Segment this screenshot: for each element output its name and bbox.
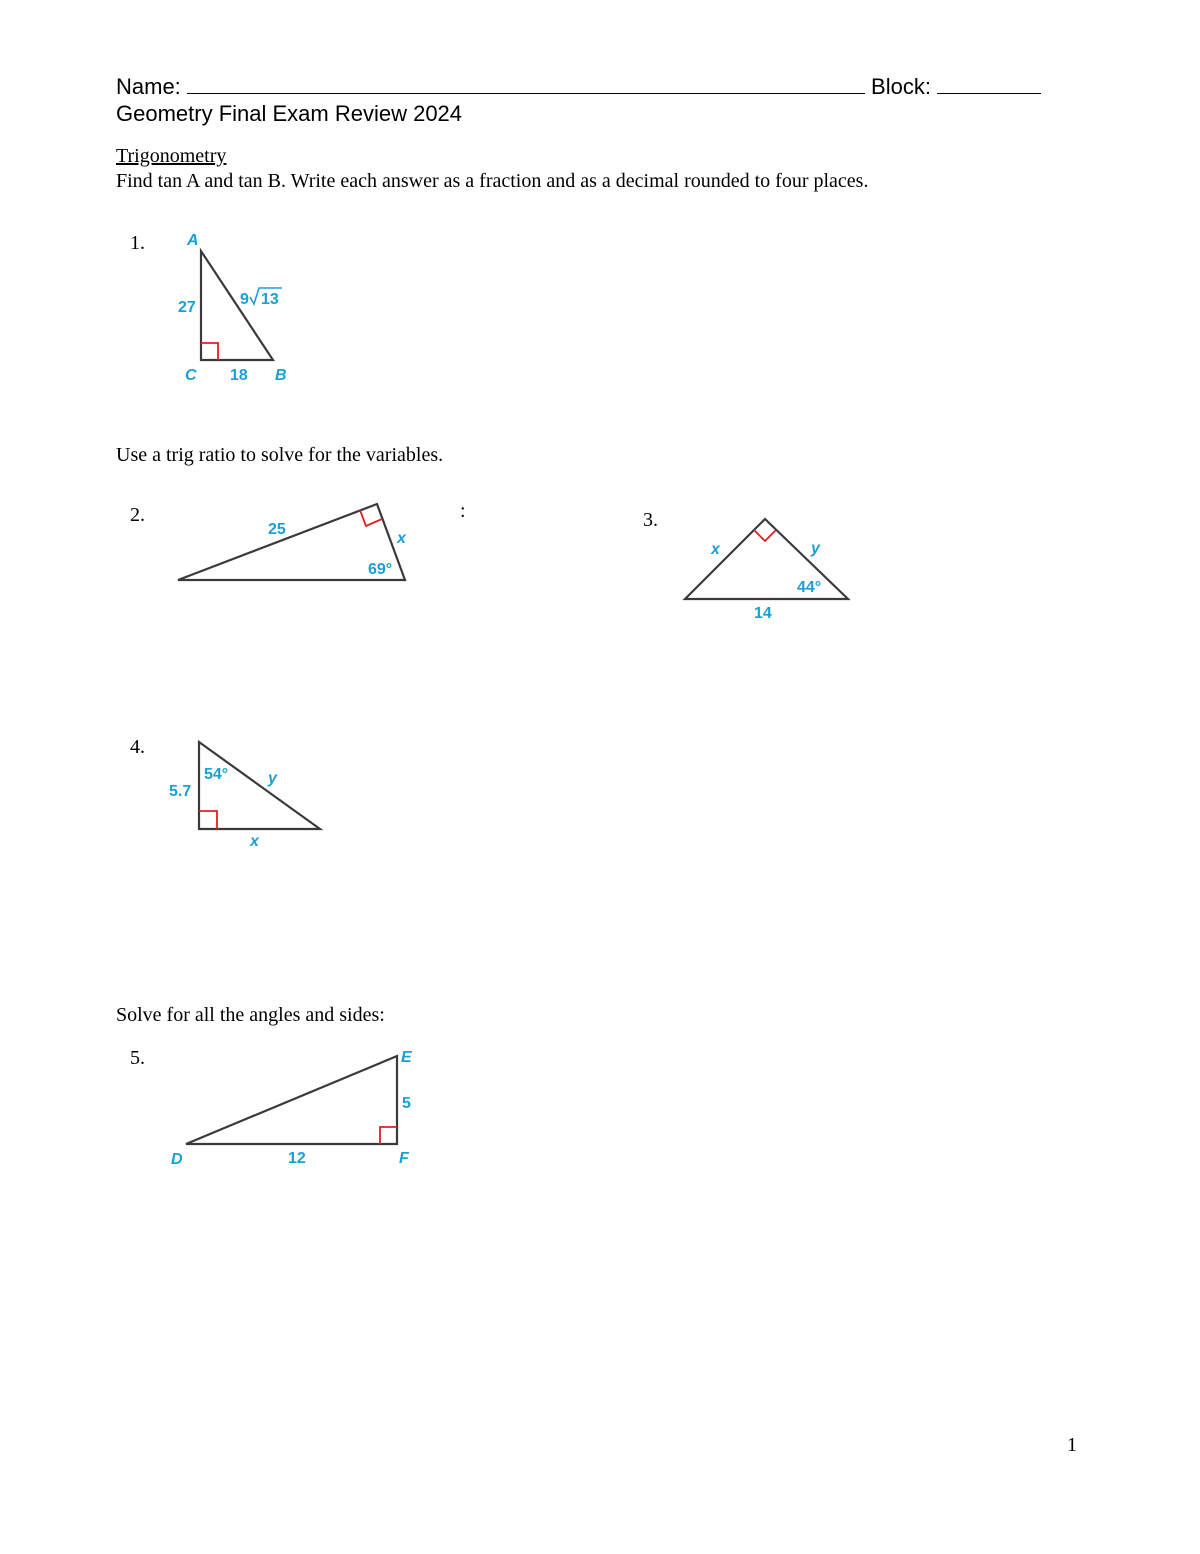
section-heading: Trigonometry	[116, 145, 227, 167]
stray-mark: :	[460, 500, 466, 522]
instruction-3: Solve for all the angles and sides:	[116, 1004, 385, 1026]
problem-3-number: 3.	[643, 509, 658, 531]
side-ef-label: 5	[402, 1095, 411, 1112]
page-number: 1	[1067, 1434, 1077, 1456]
triangle-def	[186, 1056, 397, 1144]
block-label: Block:	[871, 74, 931, 99]
side-df-label: 12	[288, 1150, 306, 1167]
side-ac-label: 27	[178, 299, 196, 316]
page-title: Geometry Final Exam Review 2024	[116, 101, 463, 126]
right-angle-marker-f	[380, 1127, 397, 1144]
side-ab-coef: 9	[240, 291, 249, 308]
side-ab-radicand: 13	[261, 291, 279, 308]
instruction-2: Use a trig ratio to solve for the variables.	[116, 444, 444, 466]
side-5-7-label: 5.7	[169, 783, 192, 800]
hyp-25-label: 25	[268, 521, 286, 538]
base-14-label: 14	[754, 605, 772, 622]
vertex-e-label: E	[401, 1049, 412, 1066]
name-label: Name:	[116, 74, 181, 99]
side-x-label: x	[711, 541, 720, 558]
angle-44-label: 44°	[797, 579, 822, 596]
side-x-label: x	[397, 530, 406, 547]
angle-69-label: 69°	[368, 561, 393, 578]
vertex-d-label: D	[171, 1151, 183, 1168]
problem-5-number: 5.	[130, 1047, 145, 1069]
vertex-c-label: C	[185, 367, 197, 384]
instruction-1: Find tan A and tan B. Write each answer as a fraction and as a decimal rounded to four places.	[116, 170, 869, 192]
problem-1-number: 1.	[130, 232, 145, 254]
angle-54-label: 54°	[204, 766, 229, 783]
side-y-label: y	[811, 540, 820, 557]
vertex-b-label: B	[275, 367, 287, 384]
vertex-f-label: F	[399, 1150, 409, 1167]
side-cb-label: 18	[230, 367, 248, 384]
problem-2-number: 2.	[130, 504, 145, 526]
side-x-label: x	[250, 833, 259, 850]
vertex-a-label: A	[187, 232, 199, 249]
problem-4-number: 4.	[130, 736, 145, 758]
side-y-label: y	[268, 770, 277, 787]
